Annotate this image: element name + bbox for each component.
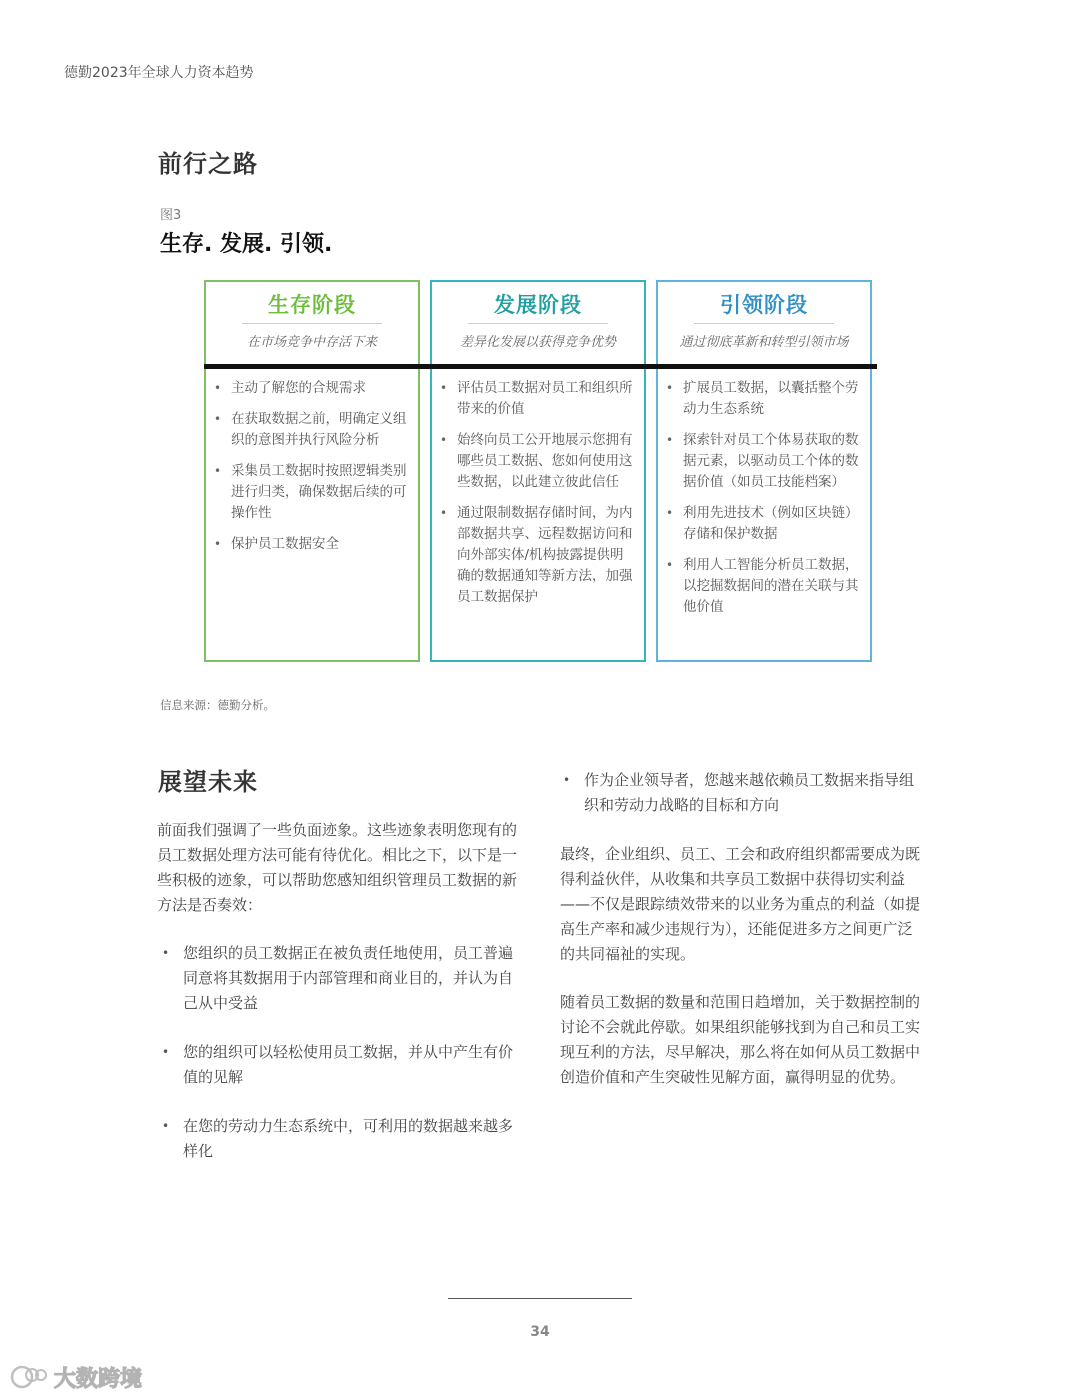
list-item: • 保护员工数据安全: [231, 534, 410, 555]
watermark-logo: [8, 1361, 148, 1393]
page-number: 34: [530, 1324, 550, 1340]
list-item: • 利用先进技术（例如区块链）存储和保护数据: [683, 503, 862, 545]
list-item: • 评估员工数据对员工和组织所带来的价值: [457, 378, 636, 420]
stage-survive-bullets: [206, 366, 418, 555]
list-item: • 扩展员工数据，以囊括整个劳动力生态系统: [683, 378, 862, 420]
list-item: • 始终向员工公开地展示您拥有哪些员工数据、您如何使用这些数据，以此建立彼此信任: [457, 430, 636, 493]
list-item: • 您的组织可以轻松使用员工数据，并从中产生有价值的见解: [158, 1040, 520, 1090]
stage-survive-title: 生存阶段: [268, 293, 356, 317]
list-item: • 主动了解您的合规需求: [231, 378, 410, 399]
watermark-logo-icon: [8, 1361, 148, 1393]
list-item: • 通过限制数据存储时间，为内部数据共享、远程数据访问和向外部实体/机构披露提供明确的数据通知等新方法，加强员工数据保护: [457, 503, 636, 608]
stage-survive-header: [206, 282, 418, 366]
outlook-right-bullet-list: [559, 768, 921, 818]
stage-survive-subtitle: 在市场竞争中存活下来: [246, 335, 377, 350]
stage-grow-box: [430, 280, 646, 662]
stage-title-underline: [694, 323, 834, 324]
stage-lead-box: [656, 280, 872, 662]
outlook-bullet-list: [158, 941, 520, 1188]
list-item: • 作为企业领导者，您越来越依赖员工数据来指导组织和劳动力战略的目标和方向: [559, 768, 921, 818]
stage-lead-header: [658, 282, 870, 366]
list-item: • 您组织的员工数据正在被负责任地使用，员工普遍同意将其数据用于内部管理和商业目的，并认为自己从中受益: [158, 941, 520, 1016]
list-item: • 在您的劳动力生态系统中，可利用的数据越来越多样化: [158, 1114, 520, 1164]
stage-grow-title: 发展阶段: [494, 293, 582, 317]
stage-lead-title: 引领阶段: [720, 293, 808, 317]
figure-label: 图3: [160, 208, 182, 223]
stage-grow-header: [432, 282, 644, 366]
list-item: • 在获取数据之前，明确定义组织的意图并执行风险分析: [231, 409, 410, 451]
list-item: • 探索针对员工个体易获取的数据元素，以驱动员工个体的数据价值（如员工技能档案）: [683, 430, 862, 493]
footer-rule: [448, 1298, 632, 1299]
figure-title: 生存. 发展. 引领.: [160, 232, 333, 257]
section-title: 前行之路: [158, 150, 258, 178]
stage-title-underline: [242, 323, 382, 324]
watermark-text: 大数跨境: [54, 1367, 143, 1392]
stage-divider-bar: [204, 364, 877, 369]
running-header: 德勤2023年全球人力资本趋势: [64, 65, 254, 81]
stage-grow-bullets: [432, 366, 644, 608]
outlook-intro-paragraph: 前面我们强调了一些负面迹象。这些迹象表明您现有的员工数据处理方法可能有待优化。相比之下，以下是一些积极的迹象，可以帮助您感知组织管理员工数据的新方法是否奏效：: [157, 821, 518, 914]
stage-survive-box: [204, 280, 420, 662]
stage-title-underline: [468, 323, 608, 324]
outlook-heading: 展望未来: [158, 768, 258, 796]
stage-grow-subtitle: 差异化发展以获得竞争优势: [459, 335, 616, 350]
stage-lead-subtitle: 通过彻底革新和转型引领市场: [679, 335, 849, 350]
list-item: • 利用人工智能分析员工数据，以挖掘数据间的潜在关联与其他价值: [683, 555, 862, 618]
stage-lead-bullets: [658, 366, 870, 618]
list-item: • 采集员工数据时按照逻辑类别进行归类，确保数据后续的可操作性: [231, 461, 410, 524]
figure-source-note: 信息来源：德勤分析。: [160, 698, 275, 712]
outlook-paragraph-1: 最终，企业组织、员工、工会和政府组织都需要成为既得利益伙伴，从收集和共享员工数据中获得切实利益——不仅是跟踪绩效带来的以业务为重点的利益（如提高生产率和减少违规行为），还能促进多方之间更广泛的共同福祉的实现。: [560, 845, 921, 963]
outlook-paragraph-2: 随着员工数据的数量和范围日趋增加，关于数据控制的讨论不会就此停歇。如果组织能够找到为自己和员工实现互利的方法，尽早解决，那么将在如何从员工数据中创造价值和产生突破性见解方面，赢得明显的优势。: [560, 993, 921, 1086]
